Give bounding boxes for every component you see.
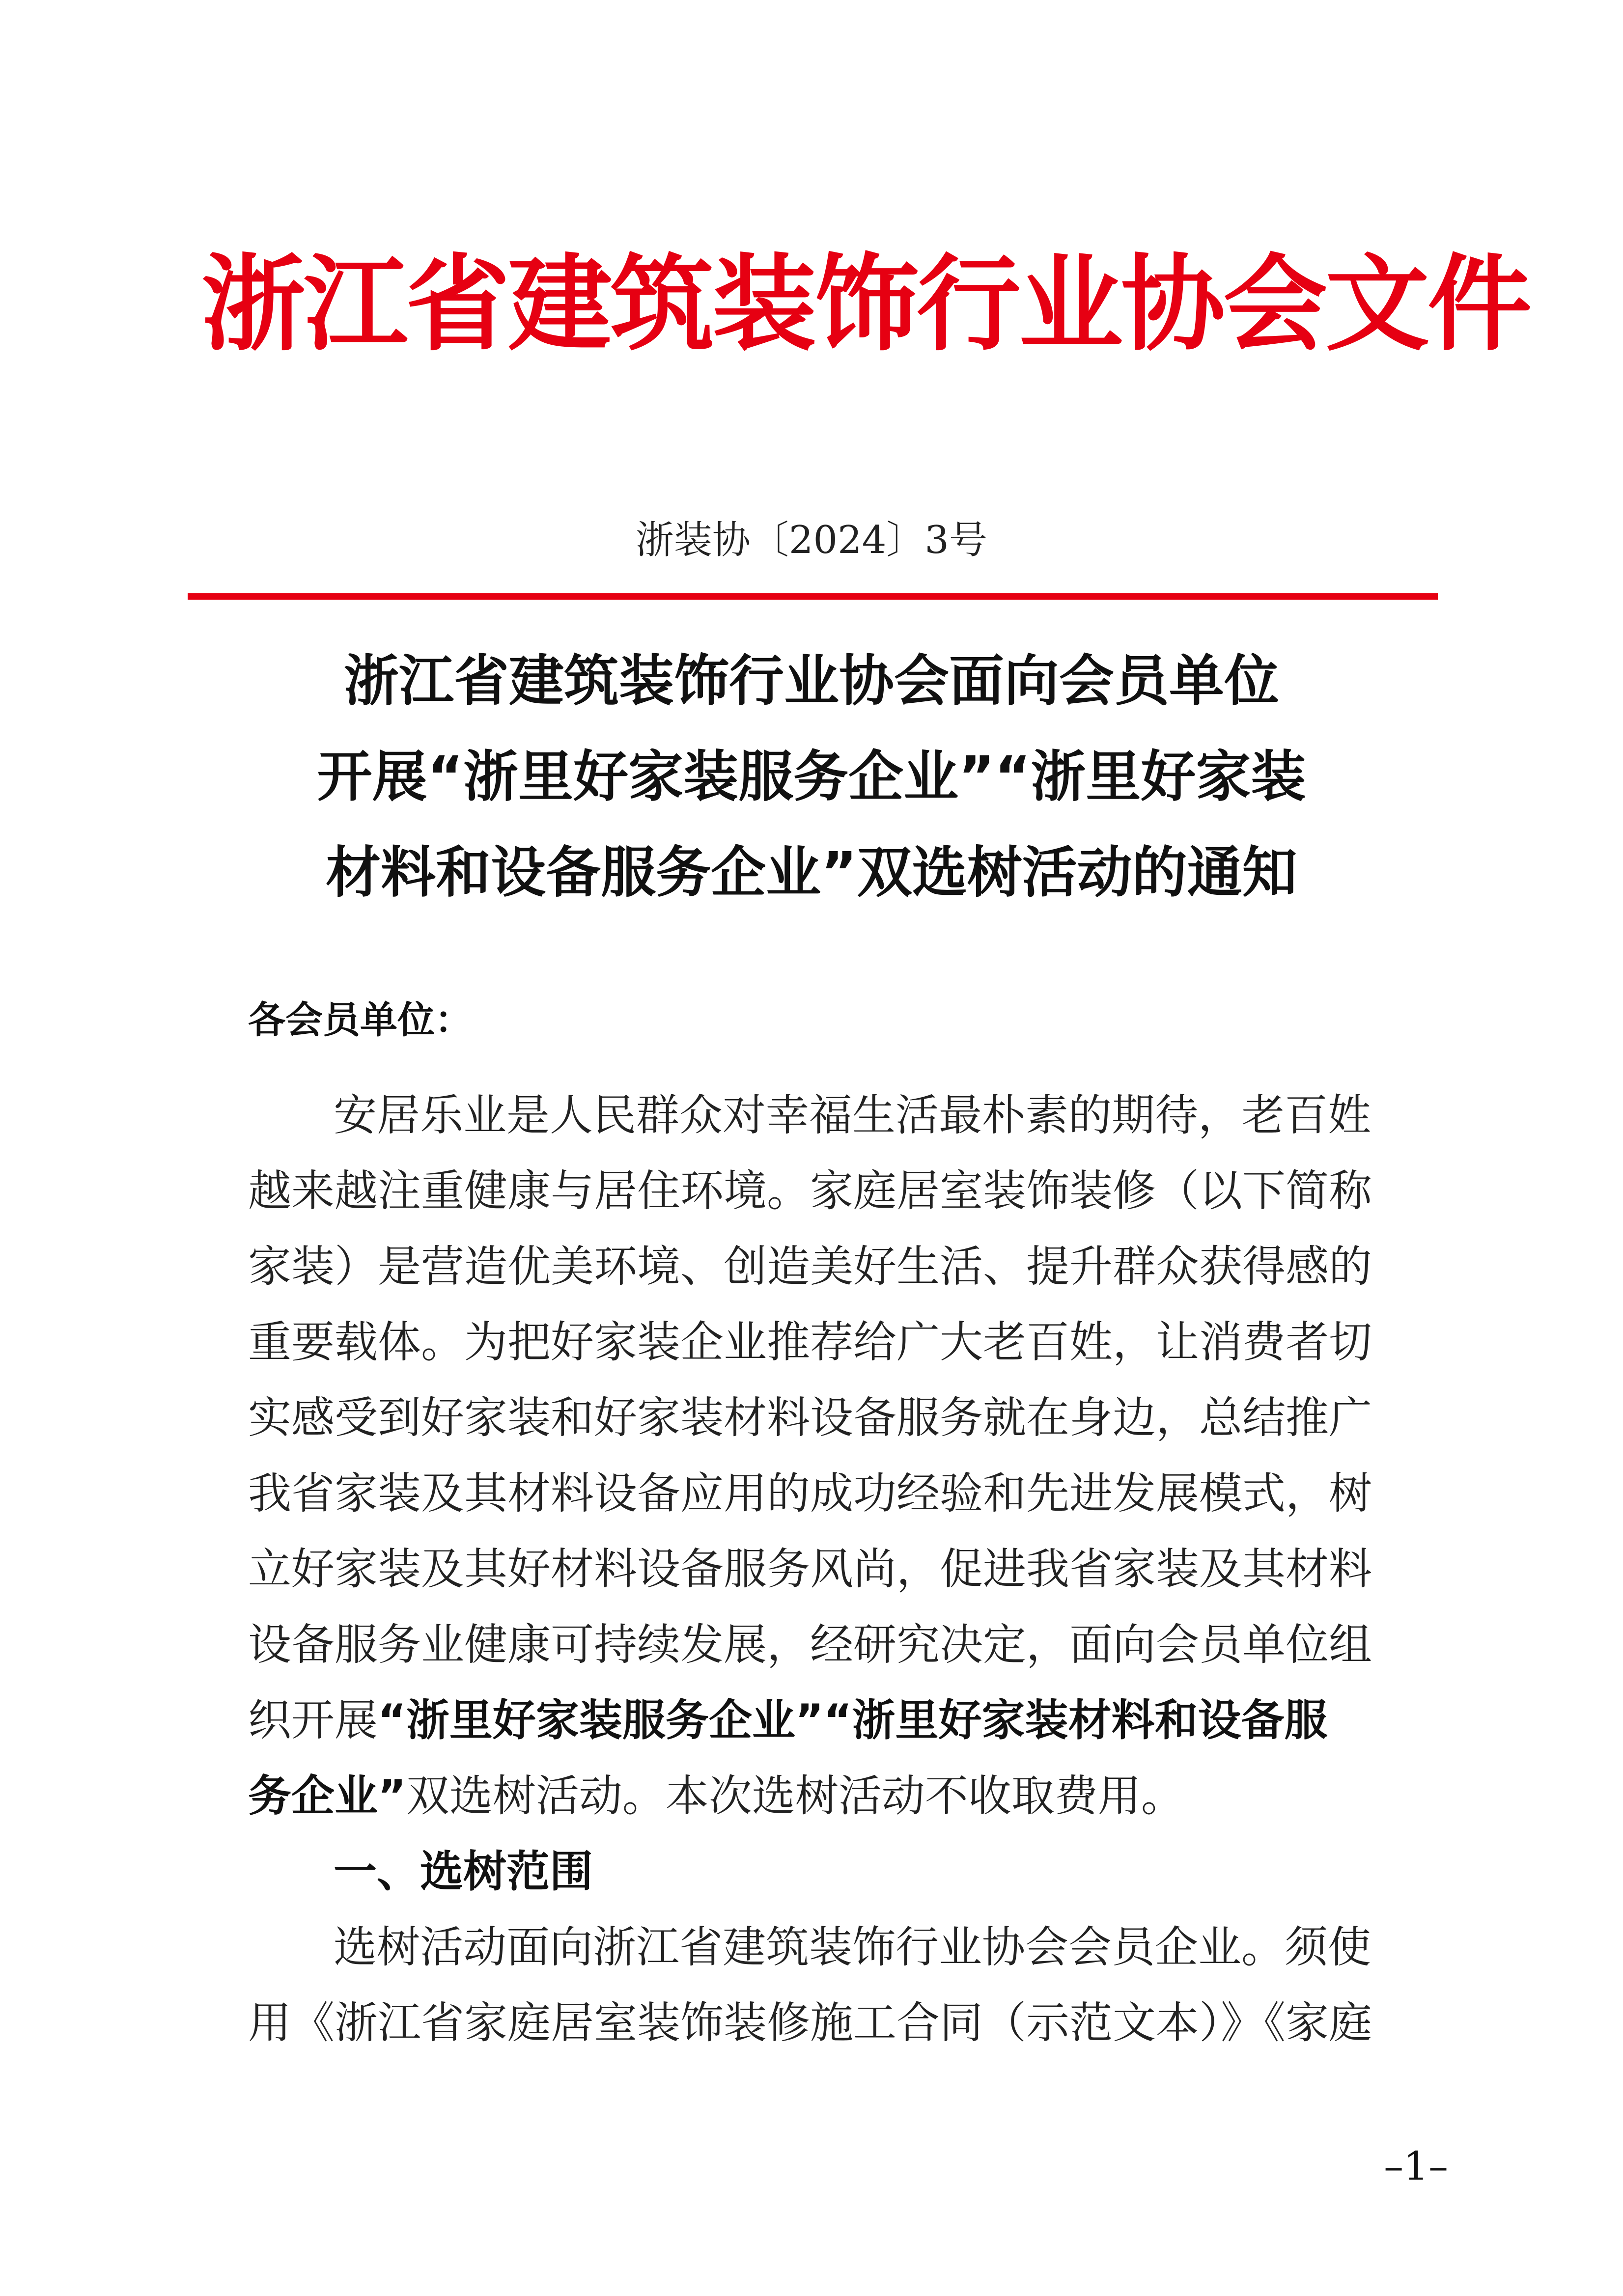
section-heading-selection-scope: 一、选树范围: [334, 1846, 593, 1897]
highlighted-activity-name: “浙里好家装服务企业”“浙里好家装材料和设备服: [378, 1695, 1328, 1745]
document-body: [248, 1078, 1402, 2061]
title-line-2: 开展“浙里好家装服务企业”“浙里好家装: [317, 745, 1306, 809]
title-line-1: 浙江省建筑装饰行业协会面向会员单位: [344, 649, 1279, 713]
document-number: 浙装协〔2024〕3号: [635, 518, 988, 562]
highlighted-activity-name-end: 务企业”: [248, 1770, 406, 1821]
body-line-10-suffix: 双选树活动。本次选树活动不收取费用。: [406, 1770, 1184, 1821]
body-paragraph-1-line-10: [248, 1758, 1402, 1834]
body-line-9-prefix: 织开展: [248, 1695, 378, 1745]
body-paragraph-1-line-5: 实感受到好家装和好家装材料设备服务就在身边，总结推广: [248, 1392, 1372, 1443]
section-1-line-1: 选树活动面向浙江省建筑装饰行业协会会员企业。须使: [334, 1922, 1371, 1972]
body-paragraph-1-line-4: 重要载体。为把好家装企业推荐给广大老百姓，让消费者切: [248, 1317, 1372, 1367]
body-paragraph-1-line-6: 我省家装及其材料设备应用的成功经验和先进发展模式，树: [248, 1468, 1372, 1519]
body-paragraph-1-line-8: 设备服务业健康可持续发展，经研究决定，面向会员单位组: [248, 1619, 1372, 1670]
red-header-rule: [188, 593, 1438, 600]
title-line-3: 材料和设备服务企业”双选树活动的通知: [326, 841, 1297, 905]
body-paragraph-1-line-1: 安居乐业是人民群众对幸福生活最朴素的期待，老百姓: [334, 1090, 1371, 1140]
section-1-line-2: 用《浙江省家庭居室装饰装修施工合同（示范文本）》《家庭: [248, 1997, 1372, 2048]
page-number: –1–: [1384, 2143, 1448, 2189]
body-paragraph-1-line-9: [248, 1683, 1402, 1758]
salutation: 各会员单位：: [248, 998, 472, 1042]
document-masthead: 浙江省建筑装饰行业协会文件: [201, 244, 1530, 365]
body-paragraph-1-line-2: 越来越注重健康与居住环境。家庭居室装饰装修（以下简称: [248, 1165, 1372, 1216]
notice-title: [0, 634, 1623, 921]
body-paragraph-1-line-7: 立好家装及其好材料设备服务风尚，促进我省家装及其材料: [248, 1544, 1372, 1594]
body-paragraph-1-line-3: 家装）是营造优美环境、创造美好生活、提升群众获得感的: [248, 1241, 1372, 1292]
